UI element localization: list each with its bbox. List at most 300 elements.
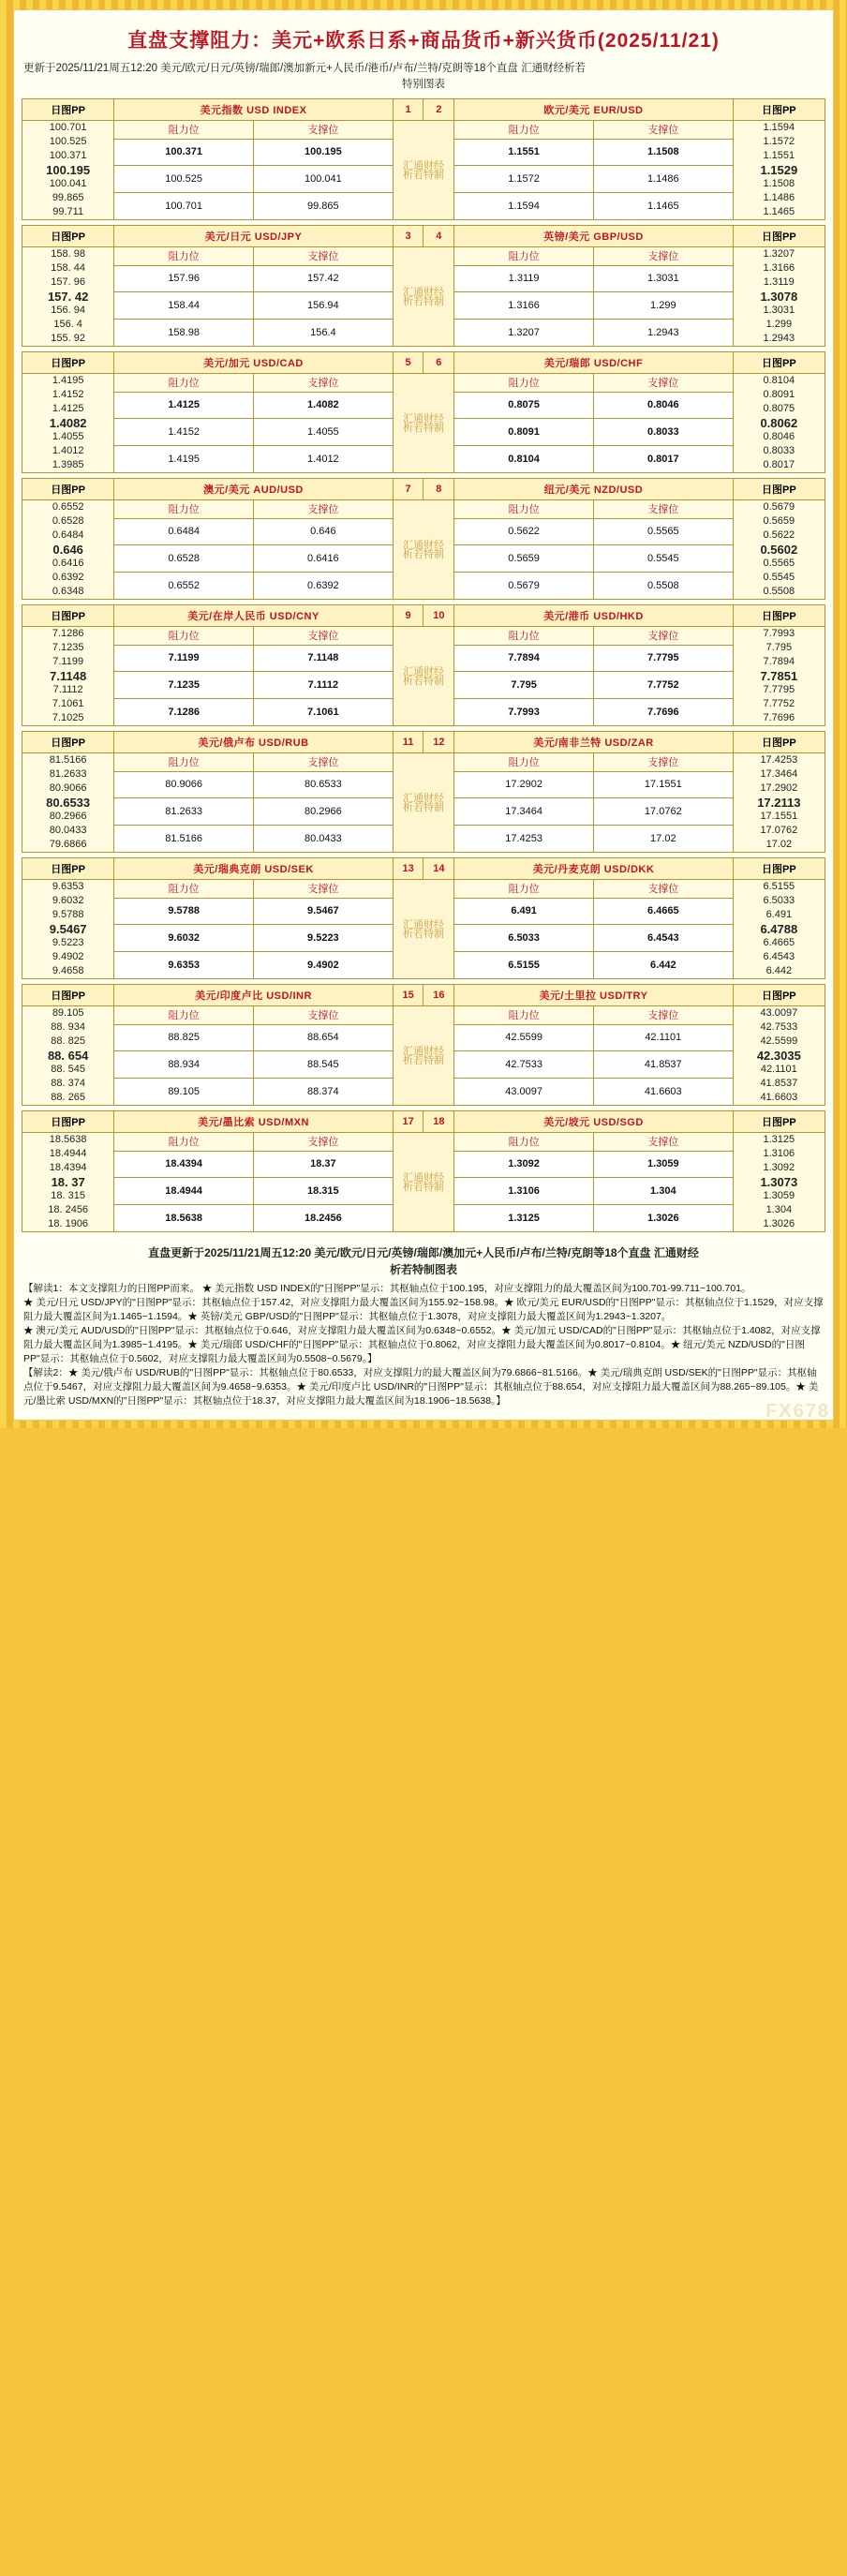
support-value-right: 7.7696 [593, 699, 733, 726]
pp-header-right: 日图PP [733, 352, 825, 374]
pp-header-left: 日图PP [22, 226, 114, 247]
block-header-row [22, 985, 825, 1006]
pair-name-left: 美元/印度卢比 USD/INR [114, 985, 393, 1006]
pivot-value: 17.4253 [760, 754, 798, 766]
pivot-value: 6.4788 [760, 922, 798, 936]
pivot-column-left [22, 880, 114, 979]
support-value-left: 0.646 [254, 518, 394, 545]
resistance-value-left: 18.4944 [114, 1178, 254, 1205]
pp-header-right: 日图PP [733, 985, 825, 1006]
support-value-left: 7.1061 [254, 699, 394, 726]
resistance-value-left: 18.5638 [114, 1205, 254, 1232]
pivot-value: 1.1594 [763, 122, 795, 133]
support-value-right: 0.8017 [593, 446, 733, 473]
resistance-value-right: 0.5679 [454, 573, 594, 600]
pivot-value: 80.0433 [49, 825, 87, 836]
pair-name-left: 美元指数 USD INDEX [114, 99, 393, 121]
pp-header-left: 日图PP [22, 1111, 114, 1133]
pivot-value: 6.5155 [763, 881, 795, 892]
support-value-right: 1.1486 [593, 166, 733, 193]
pivot-value: 1.2943 [763, 333, 795, 344]
pivot-value: 42.1101 [760, 1064, 797, 1075]
pair-name-right: 欧元/美元 EUR/USD [454, 99, 733, 121]
support-value-left: 9.5467 [254, 898, 394, 925]
mid-watermark: 汇通财经 析若特制 [393, 374, 454, 473]
resistance-value-left: 7.1199 [114, 645, 254, 672]
pivot-value: 1.4012 [52, 445, 84, 456]
pivot-value: 9.6353 [52, 881, 84, 892]
support-value-right: 7.7795 [593, 645, 733, 672]
pair-name-left: 美元/在岸人民币 USD/CNY [114, 605, 393, 627]
block-header-row [22, 732, 825, 753]
support-label-left: 支撑位 [254, 500, 394, 519]
support-value-left: 80.2966 [254, 798, 394, 826]
pivot-value: 1.3073 [760, 1175, 798, 1189]
pair-name-right: 美元/土里拉 USD/TRY [454, 985, 733, 1006]
resistance-value-right: 17.2902 [454, 771, 594, 798]
pivot-value: 1.1508 [763, 178, 795, 189]
support-value-left: 1.4082 [254, 392, 394, 419]
sub-label-row [22, 1006, 825, 1025]
pivot-value: 1.1486 [763, 192, 795, 203]
pivot-value: 88. 545 [51, 1064, 85, 1075]
pivot-value: 1.3106 [763, 1148, 795, 1159]
resistance-label-right: 阻力位 [454, 1006, 594, 1025]
support-value-right: 6.4665 [593, 898, 733, 925]
pivot-value: 1.3092 [763, 1162, 795, 1173]
pair-table [22, 351, 825, 473]
note-4: 【解读2：★ 美元/俄卢布 USD/RUB的"日图PP"显示：其枢轴点位于80.6533，对应支撑阻力的最大覆盖区间为79.6866~81.5166。★ 美元/瑞典克朗 USD/SEK的"日图PP"显示：其枢轴点位于9.5467，对应支撑阻力最大覆盖区间为9.4658~9.6353。★ 美元/印度卢比 USD/INR的"日图PP"显示：其枢轴点位于88.654，对应支撑阻力最大覆盖区间为88.265~89.105。★ 美元/墨比索 USD/MXN的"日图PP"显示：其枢轴点位于18.37，对应支撑阻力最大覆盖区间为18.1906~18.5638。】 [23, 1367, 819, 1407]
resistance-value-left: 9.6032 [114, 925, 254, 952]
resistance-value-right: 1.3092 [454, 1151, 594, 1178]
support-label-left: 支撑位 [254, 374, 394, 393]
resistance-value-left: 100.371 [114, 139, 254, 166]
resistance-value-right: 1.3207 [454, 320, 594, 347]
support-value-left: 156.94 [254, 292, 394, 320]
pivot-value: 6.491 [765, 909, 793, 920]
support-value-left: 88.654 [254, 1024, 394, 1051]
pp-header-right: 日图PP [733, 605, 825, 627]
pp-header-left: 日图PP [22, 352, 114, 374]
pivot-column-right [733, 880, 825, 979]
pair-name-right: 美元/坡元 USD/SGD [454, 1111, 733, 1133]
resistance-label-right: 阻力位 [454, 880, 594, 899]
resistance-label-right: 阻力位 [454, 627, 594, 646]
mid-watermark: 汇通财经 析若特制 [393, 880, 454, 979]
pivot-value: 1.4125 [52, 403, 84, 414]
pivot-value: 7.1199 [52, 656, 84, 667]
pp-header-right: 日图PP [733, 732, 825, 753]
mid-watermark: 汇通财经 析若特制 [393, 500, 454, 600]
pivot-value: 0.5659 [763, 515, 795, 527]
pivot-value: 0.646 [52, 543, 83, 557]
pivot-value: 9.5788 [52, 909, 84, 920]
pivot-value: 7.1112 [52, 684, 83, 695]
resistance-value-left: 89.105 [114, 1079, 254, 1106]
resistance-value-right: 7.7993 [454, 699, 594, 726]
sub-label-row [22, 374, 825, 393]
support-value-left: 100.195 [254, 139, 394, 166]
support-value-right: 0.5545 [593, 545, 733, 573]
support-value-left: 0.6392 [254, 573, 394, 600]
pivot-value: 18. 37 [51, 1175, 85, 1189]
pair-table [22, 1110, 825, 1232]
resistance-label-left: 阻力位 [114, 121, 254, 140]
footer-title-line2: 析若特制图表 [389, 1263, 457, 1276]
pivot-value: 1.1529 [760, 163, 798, 177]
pivot-value: 88. 374 [51, 1078, 85, 1089]
block-index-left: 13 [393, 858, 424, 880]
pair-block [22, 478, 825, 600]
pair-table [22, 98, 825, 220]
support-value-right: 0.8046 [593, 392, 733, 419]
resistance-value-right: 17.4253 [454, 826, 594, 853]
resistance-value-left: 7.1235 [114, 672, 254, 699]
pivot-value: 155. 92 [51, 333, 85, 344]
pp-header-right: 日图PP [733, 1111, 825, 1133]
pivot-column-right [733, 121, 825, 220]
resistance-value-right: 1.3119 [454, 265, 594, 292]
block-index-right: 2 [424, 99, 454, 121]
sub-label-row [22, 247, 825, 266]
pivot-value: 1.1551 [763, 150, 795, 161]
pivot-value: 99.865 [52, 192, 84, 203]
pivot-value: 7.1061 [52, 698, 84, 709]
support-label-left: 支撑位 [254, 247, 394, 266]
resistance-value-left: 0.6484 [114, 518, 254, 545]
note-3: ★ 澳元/美元 AUD/USD的"日图PP"显示：其枢轴点位于0.646，对应支撑阻力最大覆盖区间为0.6348~0.6552。★ 美元/加元 USD/CAD的"日图PP"显示：其枢轴点位于1.4082，对应支撑阻力最大覆盖区间为1.3985~1.4195。★ 美元/瑞郎 USD/CHF的"日图PP"显示：其枢轴点位于0.8062，对应支撑阻力最大覆盖区间为0.8017~0.8104。★ 纽元/美元 NZD/USD的"日图PP"显示：其枢轴点位于0.5602，对应支撑阻力最大覆盖区间为0.5508~0.5679。】 [23, 1325, 821, 1364]
block-header-row [22, 99, 825, 121]
support-value-right: 1.1508 [593, 139, 733, 166]
pivot-value: 1.3125 [763, 1134, 795, 1145]
support-label-right: 支撑位 [593, 627, 733, 646]
pair-name-right: 纽元/美元 NZD/USD [454, 479, 733, 500]
resistance-value-right: 0.8075 [454, 392, 594, 419]
support-value-right: 0.5508 [593, 573, 733, 600]
pivot-value: 156. 94 [51, 305, 85, 316]
pivot-value: 18.5638 [49, 1134, 87, 1145]
resistance-label-left: 阻力位 [114, 627, 254, 646]
pair-name-right: 美元/丹麦克朗 USD/DKK [454, 858, 733, 880]
pivot-value: 0.5545 [763, 572, 795, 583]
pair-table [22, 478, 825, 600]
support-value-right: 1.299 [593, 292, 733, 320]
pivot-column-left [22, 627, 114, 726]
mid-watermark: 汇通财经 析若特制 [393, 753, 454, 853]
block-index-left: 17 [393, 1111, 424, 1133]
pivot-value: 100.525 [49, 136, 87, 147]
pivot-value: 88. 265 [51, 1092, 85, 1103]
pivot-value: 0.6416 [52, 558, 84, 569]
pair-name-left: 美元/瑞典克朗 USD/SEK [114, 858, 393, 880]
support-label-right: 支撑位 [593, 247, 733, 266]
block-index-right: 4 [424, 226, 454, 247]
pivot-value: 0.5602 [760, 543, 798, 557]
pair-block [22, 225, 825, 347]
pair-table [22, 857, 825, 979]
pivot-value: 80.9066 [49, 782, 87, 794]
support-value-right: 1.3026 [593, 1205, 733, 1232]
pivot-column-right [733, 1133, 825, 1232]
subtitle [22, 61, 825, 98]
pair-table [22, 731, 825, 853]
pivot-value: 100.195 [46, 163, 91, 177]
block-header-row [22, 858, 825, 880]
support-value-right: 6.442 [593, 952, 733, 979]
pair-name-left: 美元/日元 USD/JPY [114, 226, 393, 247]
resistance-value-right: 0.5622 [454, 518, 594, 545]
pp-header-left: 日图PP [22, 605, 114, 627]
pivot-value: 1.3059 [763, 1190, 795, 1201]
resistance-value-left: 88.934 [114, 1051, 254, 1079]
pp-header-left: 日图PP [22, 858, 114, 880]
pivot-column-right [733, 374, 825, 473]
pivot-value: 6.4543 [763, 951, 795, 962]
resistance-value-right: 1.1572 [454, 166, 594, 193]
pivot-value: 17.1551 [760, 811, 798, 822]
mid-watermark: 汇通财经 析若特制 [393, 627, 454, 726]
pivot-value: 1.3166 [763, 262, 795, 274]
support-value-left: 100.041 [254, 166, 394, 193]
support-value-right: 42.1101 [593, 1024, 733, 1051]
block-index-left: 3 [393, 226, 424, 247]
watermark: FX678 [765, 1401, 830, 1422]
block-header-row [22, 226, 825, 247]
pivot-value: 158. 44 [51, 262, 85, 274]
block-index-left: 15 [393, 985, 424, 1006]
pivot-value: 81.5166 [49, 754, 87, 766]
sub-label-row [22, 1133, 825, 1152]
resistance-value-left: 158.98 [114, 320, 254, 347]
pivot-value: 41.8537 [760, 1078, 798, 1089]
support-label-right: 支撑位 [593, 880, 733, 899]
pivot-value: 0.8046 [763, 431, 795, 442]
footer-title-line1: 直盘更新于2025/11/21周五12:20 美元/欧元/日元/英镑/瑞郎/澳加元+人民币/卢布/兰特/克朗等18个直盘 汇通财经 [148, 1246, 699, 1259]
pair-name-right: 美元/南非兰特 USD/ZAR [454, 732, 733, 753]
mid-watermark: 汇通财经 析若特制 [393, 121, 454, 220]
pivot-value: 1.4195 [52, 375, 84, 386]
resistance-value-right: 0.8104 [454, 446, 594, 473]
footer-title [22, 1237, 825, 1280]
pivot-value: 0.6552 [52, 501, 84, 513]
resistance-value-left: 157.96 [114, 265, 254, 292]
support-label-left: 支撑位 [254, 121, 394, 140]
resistance-label-left: 阻力位 [114, 374, 254, 393]
pair-table [22, 984, 825, 1106]
pivot-value: 0.6392 [52, 572, 84, 583]
pair-name-left: 美元/墨比索 USD/MXN [114, 1111, 393, 1133]
document-inner [13, 9, 834, 1421]
pivot-value: 9.4658 [52, 965, 84, 976]
pivot-column-right [733, 627, 825, 726]
resistance-value-right: 6.491 [454, 898, 594, 925]
support-value-left: 1.4055 [254, 419, 394, 446]
resistance-label-right: 阻力位 [454, 1133, 594, 1152]
resistance-value-left: 7.1286 [114, 699, 254, 726]
pair-name-right: 美元/瑞郎 USD/CHF [454, 352, 733, 374]
pivot-value: 42.7533 [760, 1021, 798, 1033]
pivot-column-right [733, 500, 825, 600]
mid-watermark: 汇通财经 析若特制 [393, 1133, 454, 1232]
resistance-label-right: 阻力位 [454, 374, 594, 393]
resistance-value-left: 18.4394 [114, 1151, 254, 1178]
pivot-column-left [22, 500, 114, 600]
sub-label-row [22, 627, 825, 646]
pivot-value: 7.795 [765, 642, 793, 653]
support-label-left: 支撑位 [254, 753, 394, 772]
resistance-value-right: 1.1551 [454, 139, 594, 166]
support-value-left: 0.6416 [254, 545, 394, 573]
pivot-value: 18.4944 [49, 1148, 87, 1159]
pivot-value: 1.4152 [52, 389, 84, 400]
resistance-label-left: 阻力位 [114, 247, 254, 266]
pivot-value: 17.2902 [760, 782, 798, 794]
resistance-value-left: 0.6552 [114, 573, 254, 600]
resistance-value-right: 0.5659 [454, 545, 594, 573]
support-label-left: 支撑位 [254, 1133, 394, 1152]
pivot-value: 1.3026 [763, 1218, 795, 1229]
pp-header-right: 日图PP [733, 226, 825, 247]
support-value-right: 6.4543 [593, 925, 733, 952]
support-value-left: 88.374 [254, 1079, 394, 1106]
pivot-value: 0.5622 [763, 529, 795, 541]
resistance-label-right: 阻力位 [454, 753, 594, 772]
resistance-value-right: 1.3166 [454, 292, 594, 320]
block-index-left: 7 [393, 479, 424, 500]
pivot-value: 88. 654 [47, 1049, 89, 1063]
support-label-right: 支撑位 [593, 753, 733, 772]
resistance-value-left: 9.6353 [114, 952, 254, 979]
block-index-right: 8 [424, 479, 454, 500]
pivot-column-right [733, 1006, 825, 1106]
pivot-value: 9.6032 [52, 895, 84, 906]
pivot-value: 41.6603 [760, 1092, 798, 1103]
pair-name-left: 美元/俄卢布 USD/RUB [114, 732, 393, 753]
resistance-value-right: 42.7533 [454, 1051, 594, 1079]
support-label-left: 支撑位 [254, 1006, 394, 1025]
block-index-left: 5 [393, 352, 424, 374]
pair-block [22, 857, 825, 979]
support-value-right: 17.02 [593, 826, 733, 853]
pivot-value: 0.8104 [763, 375, 795, 386]
sub-label-row [22, 880, 825, 899]
support-value-left: 80.6533 [254, 771, 394, 798]
support-value-left: 80.0433 [254, 826, 394, 853]
resistance-value-left: 158.44 [114, 292, 254, 320]
pivot-value: 88. 825 [51, 1035, 85, 1047]
pair-name-left: 美元/加元 USD/CAD [114, 352, 393, 374]
pivot-value: 79.6866 [49, 839, 87, 850]
pp-header-right: 日图PP [733, 858, 825, 880]
resistance-value-right: 42.5599 [454, 1024, 594, 1051]
pivot-value: 0.5679 [763, 501, 795, 513]
pivot-value: 17.2113 [757, 796, 801, 810]
support-value-left: 18.2456 [254, 1205, 394, 1232]
pair-name-right: 英镑/美元 GBP/USD [454, 226, 733, 247]
pp-header-left: 日图PP [22, 99, 114, 121]
pair-block [22, 98, 825, 220]
support-value-right: 1.3059 [593, 1151, 733, 1178]
mid-watermark: 汇通财经 析若特制 [393, 247, 454, 347]
pivot-value: 80.2966 [49, 811, 87, 822]
block-header-row [22, 479, 825, 500]
pivot-column-left [22, 1133, 114, 1232]
pivot-value: 0.6348 [52, 586, 84, 597]
pivot-value: 0.5565 [763, 558, 795, 569]
support-label-left: 支撑位 [254, 880, 394, 899]
pivot-value: 0.8075 [763, 403, 795, 414]
pivot-value: 7.7752 [763, 698, 795, 709]
pair-name-left: 澳元/美元 AUD/USD [114, 479, 393, 500]
pivot-value: 6.4665 [763, 937, 795, 948]
pivot-column-left [22, 247, 114, 347]
support-value-left: 9.4902 [254, 952, 394, 979]
pivot-value: 6.442 [765, 965, 793, 976]
pivot-column-left [22, 374, 114, 473]
pivot-value: 81.2633 [49, 768, 87, 780]
resistance-label-right: 阻力位 [454, 121, 594, 140]
note-1: 【解读1：本文支撑阻力的日图PP而来。 ★ 美元指数 USD INDEX的"日图PP"显示：其枢轴点位于100.195，对应支撑阻力的最大覆盖区间为100.701-99.711~100.701。 [23, 1283, 751, 1294]
block-header-row [22, 1111, 825, 1133]
resistance-label-left: 阻力位 [114, 500, 254, 519]
pivot-value: 157. 42 [47, 290, 89, 304]
pivot-value: 7.7795 [763, 684, 795, 695]
pivot-value: 1.3207 [763, 248, 795, 260]
pp-header-right: 日图PP [733, 479, 825, 500]
support-value-left: 1.4012 [254, 446, 394, 473]
block-header-row [22, 605, 825, 627]
pivot-value: 1.3985 [52, 459, 84, 470]
pivot-value: 9.5223 [52, 937, 84, 948]
pivot-value: 157. 96 [51, 276, 85, 288]
pivot-value: 100.701 [49, 122, 87, 133]
support-label-right: 支撑位 [593, 121, 733, 140]
pivot-value: 0.6528 [52, 515, 84, 527]
subtitle-line1: 更新于2025/11/21周五12:20 美元/欧元/日元/英镑/瑞郎/澳加新元+人民币/港币/卢布/兰特/克朗等18个直盘 汇通财经析若 [23, 63, 587, 74]
pivot-value: 42.5599 [760, 1035, 798, 1047]
resistance-label-left: 阻力位 [114, 753, 254, 772]
resistance-label-left: 阻力位 [114, 1006, 254, 1025]
support-value-right: 41.8537 [593, 1051, 733, 1079]
resistance-value-right: 17.3464 [454, 798, 594, 826]
pivot-value: 100.041 [49, 178, 87, 189]
support-value-right: 1.2943 [593, 320, 733, 347]
pivot-value: 1.3078 [760, 290, 798, 304]
pivot-value: 89.105 [52, 1007, 84, 1019]
footer-notes [22, 1280, 825, 1412]
pivot-value: 9.5467 [49, 922, 87, 936]
resistance-label-left: 阻力位 [114, 1133, 254, 1152]
pivot-value: 43.0097 [760, 1007, 798, 1019]
support-value-right: 0.8033 [593, 419, 733, 446]
mid-watermark: 汇通财经 析若特制 [393, 1006, 454, 1106]
pair-block [22, 731, 825, 853]
block-header-row [22, 352, 825, 374]
resistance-value-right: 0.8091 [454, 419, 594, 446]
pivot-column-left [22, 1006, 114, 1106]
pivot-value: 0.8062 [760, 416, 798, 430]
support-label-left: 支撑位 [254, 627, 394, 646]
pivot-value: 7.7993 [763, 628, 795, 639]
support-label-right: 支撑位 [593, 500, 733, 519]
pivot-column-left [22, 753, 114, 853]
pivot-value: 6.5033 [763, 895, 795, 906]
resistance-value-right: 6.5033 [454, 925, 594, 952]
resistance-value-left: 88.825 [114, 1024, 254, 1051]
support-value-right: 0.5565 [593, 518, 733, 545]
resistance-value-left: 9.5788 [114, 898, 254, 925]
support-value-right: 17.0762 [593, 798, 733, 826]
